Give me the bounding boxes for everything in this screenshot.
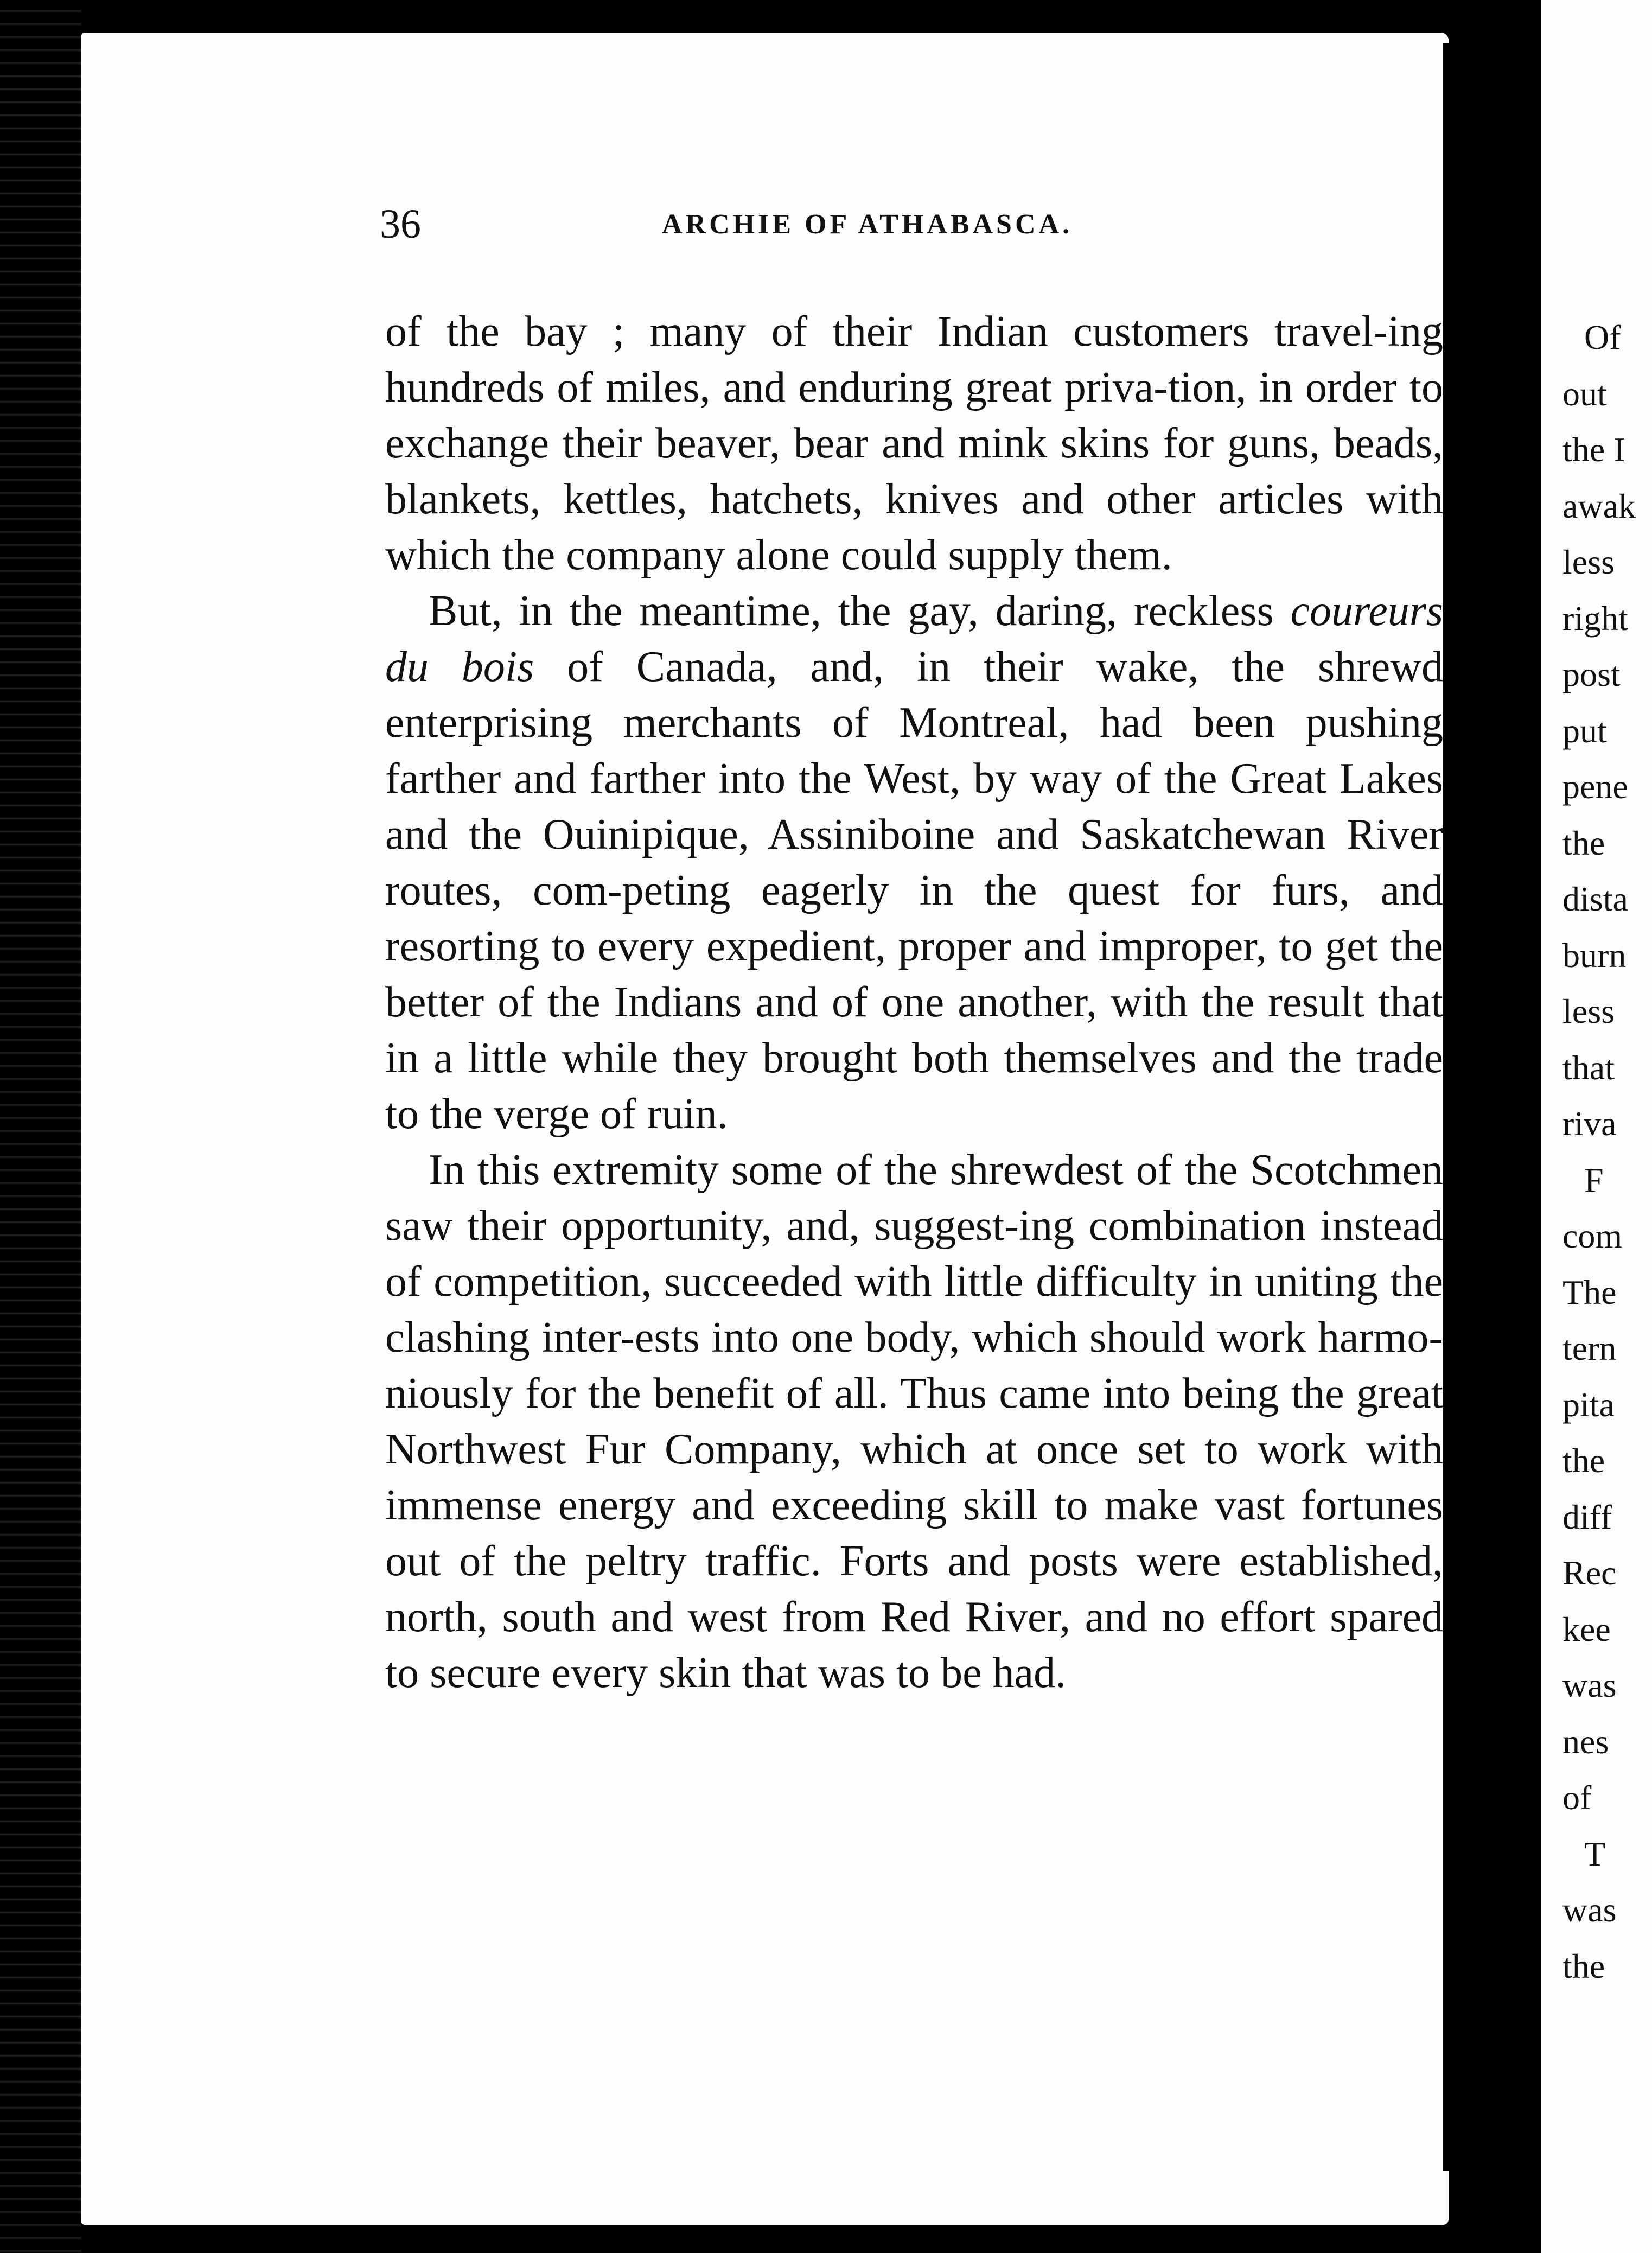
right-page-line: diff — [1562, 1497, 1612, 1536]
right-page-line: kee — [1562, 1609, 1611, 1649]
paragraph-1-text: of the bay ; many of their Indian customers travel-ing hundreds of miles, and enduring great priva-tion, in order to exchange their beaver, bear and mink skins for guns, beads, blankets, kettles, hatchets, knives and other articles with which the company alone could supply them. — [385, 308, 1443, 579]
right-page-line: right — [1562, 599, 1628, 638]
right-page-line: pene — [1562, 767, 1628, 806]
paragraph-2-italic: coureurs du bois — [385, 587, 1443, 691]
right-page-line: the I — [1562, 430, 1625, 469]
paragraph-3-text: In this extremity some of the shrewdest of the Scotchmen saw their opportunity, and, suggest-ing combination instead of competition, succeeded with little difficulty in uniting the clashing inter-ests into one body, which should work harmo-niously for the benefit of all. Thus came into being the great Northwest Fur Company, which at once set to work with immense energy and exceeding skill to make vast fortunes out of the peltry traffic. Forts and posts were established, north, south and west from Red River, and no effort spared to secure every skin that was to be had. — [385, 1146, 1443, 1697]
right-page-line: tern — [1562, 1329, 1617, 1367]
right-page-line: dista — [1562, 880, 1628, 918]
right-page-line: com — [1562, 1217, 1623, 1255]
right-page-line: nes — [1562, 1722, 1609, 1761]
paragraph-2 — [385, 583, 1443, 1142]
page-number: 36 — [380, 201, 421, 247]
running-head — [380, 201, 1411, 250]
right-page-line: T — [1584, 1834, 1606, 1873]
body-text — [385, 304, 1443, 1701]
paragraph-2-text-end: of Canada, and, in their wake, the shrewd enterprising merchants of Montreal, had been pushing farther and farther into the West, by way of the Great Lakes and the Ouinipique, Assiniboine and Saskatchewan River routes, com-peting eagerly in the quest for furs, and resorting to every expedient, proper and improper, to get the better of the Indians and of one another, with the result that in a little while they brought both themselves and the trade to the verge of ruin. — [385, 643, 1444, 1138]
paragraph-1 — [385, 304, 1443, 583]
right-page-line: pita — [1562, 1385, 1615, 1424]
right-page-line: put — [1562, 711, 1607, 750]
right-page-line: Rec — [1562, 1554, 1617, 1592]
right-page-line: out — [1562, 374, 1607, 413]
right-page-line: the — [1562, 823, 1605, 862]
right-page-line: that — [1562, 1048, 1615, 1087]
right-page-line: burn — [1562, 935, 1627, 975]
right-page-text — [1562, 309, 1652, 1994]
paragraph-3 — [385, 1142, 1443, 1701]
paragraph-2-text-start: But, in the meantime, the gay, daring, reckless — [429, 587, 1291, 635]
right-page-line: riva — [1562, 1104, 1617, 1143]
right-page-line: awak — [1562, 486, 1636, 525]
right-page-line: was — [1562, 1891, 1617, 1929]
right-page-line: The — [1562, 1272, 1617, 1312]
running-title: ARCHIE OF ATHABASCA. — [662, 209, 1073, 240]
right-page-line: less — [1562, 543, 1615, 581]
right-page-line: was — [1562, 1666, 1617, 1704]
right-page-line: F — [1584, 1160, 1604, 1199]
right-page-line: of — [1562, 1778, 1592, 1817]
right-page-line: Of — [1584, 318, 1621, 357]
right-page-line: less — [1562, 992, 1615, 1030]
right-page-line: the — [1562, 1441, 1605, 1480]
right-page-line: post — [1562, 655, 1621, 693]
book-gutter — [1443, 43, 1557, 2171]
right-page-line: the — [1562, 1946, 1605, 1985]
scan-edge — [0, 0, 81, 2253]
